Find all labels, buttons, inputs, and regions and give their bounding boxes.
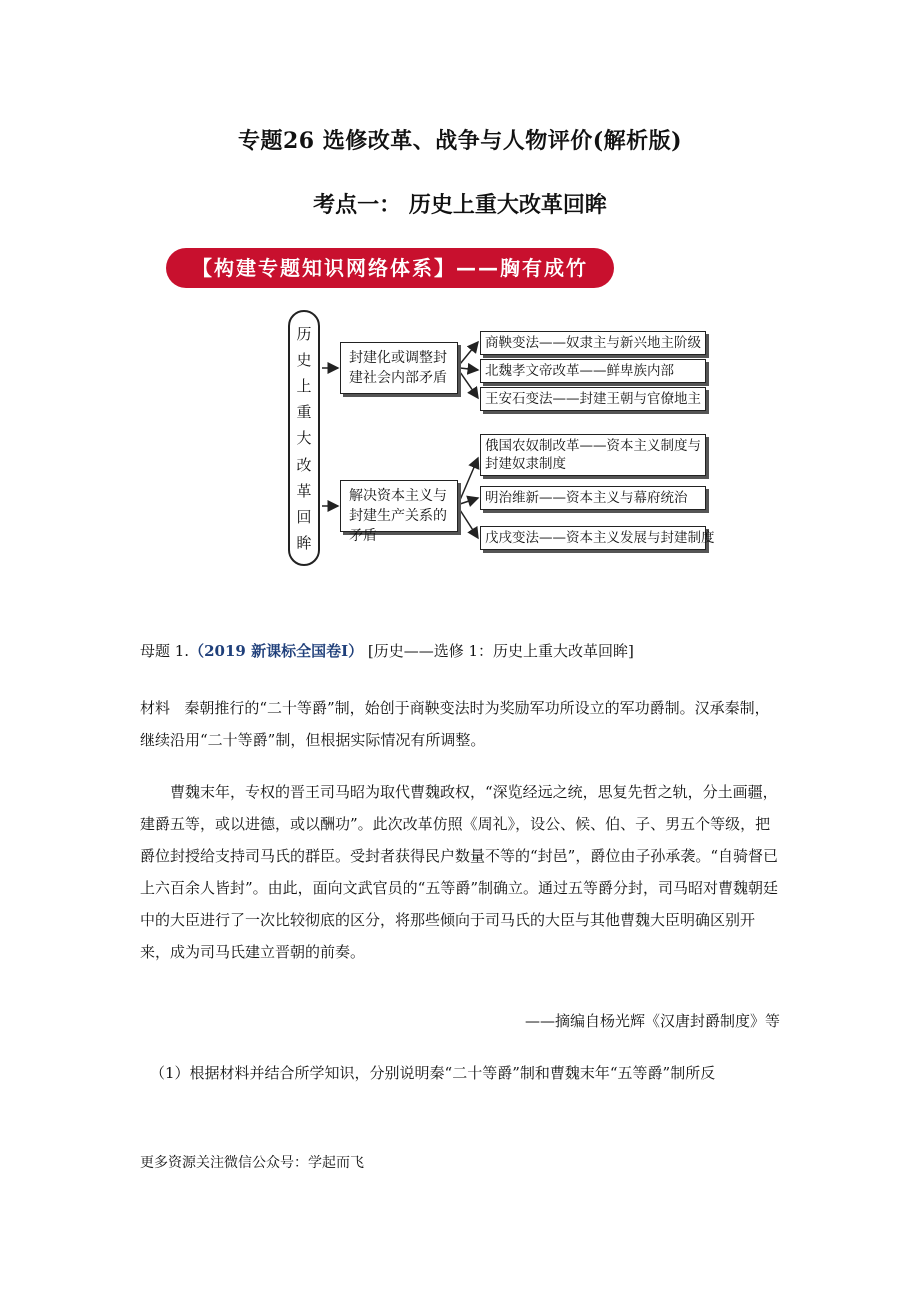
knowledge-banner: 【构建专题知识网络体系】——胸有成竹	[166, 248, 614, 288]
material-label: 材料	[140, 699, 171, 717]
root-char: 大	[296, 429, 312, 448]
root-char: 回	[296, 508, 312, 527]
material-p1-text: 秦朝推行的“二十等爵”制，始创于商鞅变法时为奖励军功所设立的军功爵制。汉承秦制，继续沿用“二十等爵”制，但根据实际情况有所调整。	[140, 699, 770, 749]
question-topic: [历史——选修 1：历史上重大改革回眸]	[367, 642, 634, 660]
root-char: 革	[296, 481, 312, 500]
root-char: 历	[296, 324, 312, 343]
footer-note: 更多资源关注微信公众号：学起而飞	[140, 1155, 364, 1171]
reform-shang-yang: 商鞅变法——奴隶主与新兴地主阶级	[480, 331, 706, 355]
question-1: （1）根据材料并结合所学知识，分别说明秦“二十等爵”制和曹魏末年“五等爵”制所反	[150, 1064, 716, 1082]
root-char: 上	[296, 377, 312, 396]
section-title: 考点一： 历史上重大改革回眸	[313, 192, 607, 218]
reform-wang-anshi: 王安石变法——封建王朝与官僚地主	[480, 387, 706, 411]
reform-xiaowen: 北魏孝文帝改革——鲜卑族内部	[480, 359, 706, 383]
diagram-root	[288, 310, 320, 566]
material-p1	[140, 692, 780, 756]
root-char: 重	[296, 403, 312, 422]
branch-feudal: 封建化或调整封建社会内部矛盾	[340, 342, 458, 394]
root-char: 改	[296, 455, 312, 474]
reform-russia: 俄国农奴制改革——资本主义制度与封建奴隶制度	[480, 434, 706, 476]
root-char: 眸	[296, 534, 312, 553]
reform-meiji: 明治维新——资本主义与幕府统治	[480, 486, 706, 510]
question-label: 母题 1.	[140, 642, 190, 660]
question-source: （2019 新课标全国卷Ⅰ）	[189, 642, 364, 660]
document-title: 专题26 选修改革、战争与人物评价(解析版)	[237, 128, 683, 154]
material-source: ——摘编自杨光辉《汉唐封爵制度》等	[524, 1012, 780, 1030]
root-char: 史	[296, 350, 312, 369]
reform-diagram	[280, 298, 720, 578]
question-header	[140, 640, 634, 661]
material-p2: 曹魏末年，专权的晋王司马昭为取代曹魏政权，“深览经远之统，思复先哲之轨，分土画疆，建爵五等，或以进德，或以酬功”。此次改革仿照《周礼》，设公、候、伯、子、男五个等级，把爵位封授给支持司马氏的群臣。受封者获得民户数量不等的“封邑”，爵位由子孙承袭。“自骑督已上六百余人皆封”。由此，面向文武官员的“五等爵”制确立。通过五等爵分封，司马昭对曹魏朝廷中的大臣进行了一次比较彻底的区分，将那些倾向于司马氏的大臣与其他曹魏大臣明确区别开来，成为司马氏建立晋朝的前奏。	[140, 783, 779, 961]
branch-capitalist: 解决资本主义与封建生产关系的矛盾	[340, 480, 458, 532]
reform-wuxu: 戊戌变法——资本主义发展与封建制度	[480, 526, 706, 550]
